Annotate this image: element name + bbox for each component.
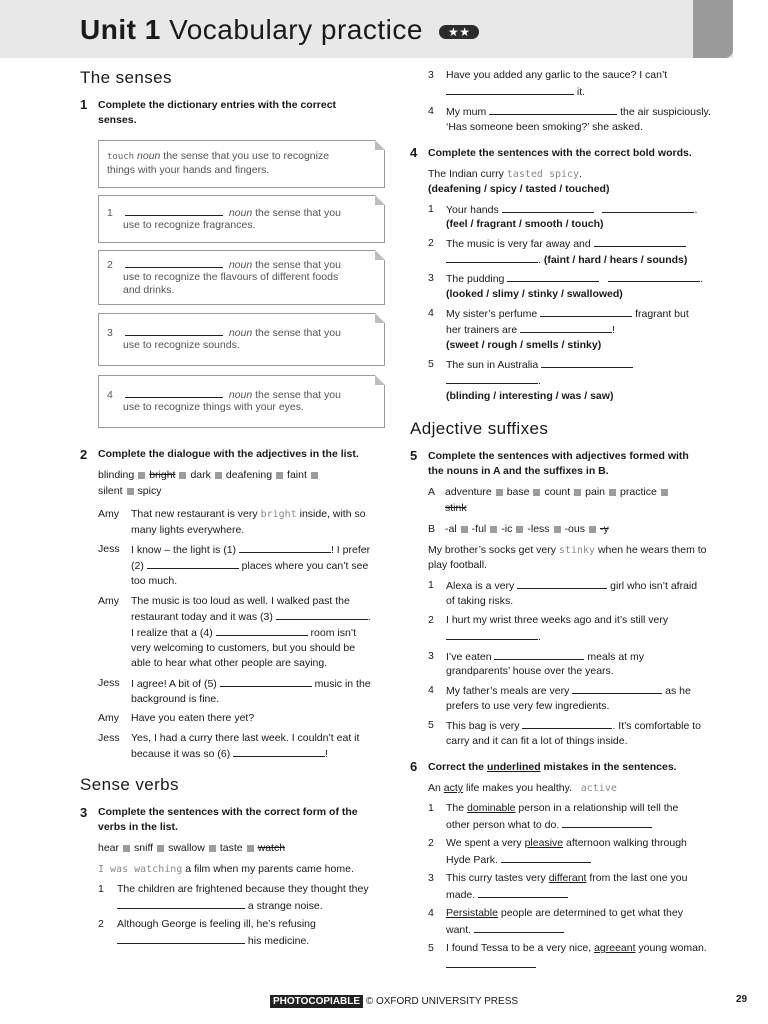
- dialogue-line: I realize that a (4) room isn’t: [131, 627, 357, 639]
- answer-blank[interactable]: [494, 649, 584, 660]
- item-number: 3: [428, 650, 434, 662]
- word-list: silent spicy: [98, 485, 162, 497]
- item-number: 2: [98, 918, 104, 930]
- answer-blank[interactable]: [474, 922, 564, 933]
- speaker: Amy: [98, 712, 119, 724]
- sentence: grandparents’ house over the years.: [446, 665, 614, 677]
- sentence: The music is very far away and: [446, 236, 686, 253]
- answer-blank[interactable]: [276, 609, 368, 620]
- answer-blank[interactable]: [446, 84, 574, 95]
- word-list: hear sniff swallow taste watch: [98, 842, 286, 854]
- options: (deafening / spicy / tasted / touched): [428, 183, 610, 195]
- dialogue-line: I know – the light is (1) ! I prefer: [131, 544, 371, 556]
- answer-blank[interactable]: [522, 718, 612, 729]
- options: (looked / slimy / stinky / swallowed): [446, 288, 623, 300]
- sentence: Hyde Park.: [446, 852, 591, 869]
- answer-blank[interactable]: [125, 325, 223, 336]
- exercise-instruction: Complete the dictionary entries with the correct: [98, 99, 337, 111]
- dialogue-line: too much.: [131, 575, 178, 587]
- sentence: Although George is feeling ill, he’s refusing: [117, 918, 316, 930]
- answer-blank[interactable]: [125, 257, 223, 268]
- dialogue-line: Yes, I had a curry there last week. I couldn’t eat it: [131, 732, 360, 744]
- item-number: 4: [428, 307, 434, 319]
- sentence: The pudding .: [446, 273, 703, 285]
- answer-blank[interactable]: [125, 387, 223, 398]
- dictionary-card: 1 noun the sense that you use to recognize fragrances.: [98, 195, 385, 243]
- item-number: 1: [428, 579, 434, 591]
- example-sentence: An acty life makes you healthy. active: [428, 782, 617, 794]
- difficulty-badge: ★★: [439, 25, 479, 39]
- item-number: 4: [428, 684, 434, 696]
- word-list-a: adventure base count pain practice: [445, 485, 672, 501]
- dictionary-card-example: touch noun the sense that you use to recognize things with your hands and fingers.: [98, 140, 385, 188]
- sentence: a strange noise.: [117, 898, 323, 915]
- sentence: I’ve eaten meals at my: [446, 651, 644, 663]
- exercise-number: 2: [80, 447, 88, 462]
- dialogue-line: I agree! A bit of (5) music in the: [131, 678, 371, 690]
- exercise-instruction: Complete the sentences with the correct form of the: [98, 806, 358, 818]
- example-sentence: The Indian curry tasted spicy.: [428, 168, 582, 180]
- sentence: carry and it can fit a lot of things inside.: [446, 735, 628, 747]
- word-list: blinding bright dark deafening faint: [98, 468, 322, 484]
- speaker: Amy: [98, 508, 119, 520]
- exercise-instruction: senses.: [98, 114, 137, 126]
- item-number: 4: [428, 907, 434, 919]
- answer-blank[interactable]: [594, 236, 686, 247]
- sentence: made.: [446, 887, 568, 904]
- sentence: My father’s meals are very as he: [446, 685, 691, 697]
- dialogue-line: many lights everywhere.: [131, 524, 245, 536]
- dialogue-line: able to hear what other people are saying.: [131, 657, 328, 669]
- answer-blank[interactable]: [572, 683, 662, 694]
- sentence: The dominable person in a relationship will tell the: [446, 802, 679, 814]
- sentence: Have you added any garlic to the sauce? I can’t: [446, 69, 668, 81]
- sentence: I hurt my wrist three weeks ago and it’s still very: [446, 614, 669, 626]
- exercise-instruction: Complete the sentences with the correct bold words.: [428, 147, 692, 159]
- dialogue-line: Have you eaten there yet?: [131, 712, 255, 724]
- sentence: prefers to use very few ingredients.: [446, 700, 610, 712]
- answer-blank[interactable]: [602, 202, 694, 213]
- answer-blank[interactable]: [489, 104, 617, 115]
- item-number: 2: [428, 837, 434, 849]
- dialogue-line: That new restaurant is very bright inside, with so: [131, 508, 366, 520]
- sentence: . (faint / hard / hears / sounds): [446, 252, 687, 269]
- options: (feel / fragrant / smooth / touch): [446, 218, 604, 230]
- answer-blank[interactable]: [501, 852, 591, 863]
- answer-blank[interactable]: [233, 746, 325, 757]
- answer-blank[interactable]: [117, 898, 245, 909]
- sentence: .: [446, 373, 541, 390]
- item-number: 3: [428, 69, 434, 81]
- sentence: Alexa is a very girl who isn’t afraid: [446, 580, 698, 592]
- list-a-label: A: [428, 486, 436, 498]
- footer: [270, 996, 518, 1007]
- exercise-instruction: Complete the dialogue with the adjectives in the list.: [98, 448, 359, 460]
- item-number: 5: [428, 358, 434, 370]
- exercise-number: 6: [410, 759, 418, 774]
- exercise-number: 4: [410, 145, 418, 160]
- sentence: other person what to do.: [446, 817, 652, 834]
- answer-blank[interactable]: [478, 887, 568, 898]
- word-list-a-struck: stink: [445, 502, 467, 514]
- answer-blank[interactable]: [517, 578, 607, 589]
- item-number: 1: [428, 802, 434, 814]
- sentence: Your hands .: [446, 204, 698, 216]
- exercise-number: 3: [80, 805, 88, 820]
- sentence: The sun in Australia: [446, 357, 633, 374]
- dictionary-card: 4 noun the sense that you use to recognize things with your eyes.: [98, 375, 385, 428]
- example-sentence: My brother’s socks get very stinky when he wears them to: [428, 544, 707, 556]
- item-number: 2: [428, 237, 434, 249]
- dialogue-line: background is fine.: [131, 693, 220, 705]
- title-text: Vocabulary practice: [169, 14, 423, 45]
- sentence: I found Tessa to be a very nice, agreeant young woman.: [446, 942, 707, 954]
- sentence: My sister’s perfume fragrant but: [446, 308, 689, 320]
- answer-blank[interactable]: [507, 271, 599, 282]
- answer-blank[interactable]: [147, 558, 239, 569]
- answer-blank[interactable]: [608, 271, 700, 282]
- sentence: want.: [446, 922, 564, 939]
- speaker: Jess: [98, 677, 120, 689]
- speaker: Jess: [98, 732, 120, 744]
- item-number: 5: [428, 719, 434, 731]
- answer-blank[interactable]: [446, 373, 538, 384]
- answer-blank[interactable]: [125, 205, 223, 216]
- sentence: We spent a very pleasive afternoon walking through: [446, 837, 687, 849]
- exercise-number: 5: [410, 448, 418, 463]
- item-number: 1: [428, 203, 434, 215]
- answer-blank[interactable]: [520, 322, 612, 333]
- exercise-instruction: verbs in the list.: [98, 821, 178, 833]
- answer-blank[interactable]: [502, 202, 594, 213]
- answer-blank[interactable]: [239, 542, 331, 553]
- page-number: 29: [736, 994, 748, 1005]
- exercise-instruction: the nouns in A and the suffixes in B.: [428, 465, 609, 477]
- item-number: 1: [98, 883, 104, 895]
- answer-blank[interactable]: [446, 957, 536, 968]
- exercise-number: 1: [80, 97, 88, 112]
- section-title-adjective-suffixes: Adjective suffixes: [410, 419, 549, 438]
- answer-blank[interactable]: [220, 676, 312, 687]
- exercise-instruction: Complete the sentences with adjectives formed with: [428, 450, 689, 462]
- dictionary-card: 3 noun the sense that you use to recognize sounds.: [98, 313, 385, 366]
- example-sentence: I was watching a film when my parents came home.: [98, 863, 354, 875]
- dialogue-line: The music is too loud as well. I walked past the: [131, 595, 350, 607]
- options: (sweet / rough / smells / stinky): [446, 339, 602, 351]
- speaker: Jess: [98, 543, 120, 555]
- sentence: .: [446, 629, 541, 646]
- sentence: ‘Has someone been smoking?’ she asked.: [446, 121, 643, 133]
- item-number: 3: [428, 872, 434, 884]
- header-tab: [693, 0, 733, 58]
- dictionary-card: 2 noun the sense that you use to recognize the flavours of different foods and drinks.: [98, 250, 385, 305]
- answer-blank[interactable]: [117, 933, 245, 944]
- dialogue-line: very welcoming to customers, but you should be: [131, 642, 356, 654]
- photocopiable-label: PHOTOCOPIABLE: [270, 995, 363, 1008]
- item-number: 4: [428, 105, 434, 117]
- page-title: [80, 14, 479, 46]
- section-title-sense-verbs: Sense verbs: [80, 775, 179, 794]
- item-number: 5: [428, 942, 434, 954]
- word-list-b: -al -ful -ic -less -ous -y: [445, 523, 609, 535]
- sentence: This curry tastes very differant from the last one you: [446, 872, 688, 884]
- example-sentence: play football.: [428, 559, 487, 571]
- sentence: it.: [446, 84, 585, 101]
- speaker: Amy: [98, 595, 119, 607]
- sentence: of taking risks.: [446, 595, 514, 607]
- publisher: © OXFORD UNIVERSITY PRESS: [365, 996, 519, 1007]
- section-title-senses: The senses: [80, 68, 172, 87]
- list-b-label: B: [428, 523, 436, 535]
- answer-blank[interactable]: [562, 817, 652, 828]
- options: (blinding / interesting / was / saw): [446, 390, 614, 402]
- item-number: 2: [428, 614, 434, 626]
- exercise-instruction: Correct the underlined mistakes in the sentences.: [428, 761, 677, 773]
- dialogue-line: because it was so (6) !: [131, 748, 329, 760]
- sentence: Persistable people are determined to get what they: [446, 907, 683, 919]
- answer-blank[interactable]: [540, 306, 632, 317]
- sentence: My mum the air suspiciously.: [446, 106, 711, 118]
- unit-label: Unit 1: [80, 14, 161, 45]
- dialogue-line: (2) places where you can’t see: [131, 560, 369, 572]
- answer-blank[interactable]: [216, 625, 308, 636]
- answer-blank[interactable]: [541, 357, 633, 368]
- sentence: his medicine.: [117, 933, 309, 950]
- item-number: 3: [428, 272, 434, 284]
- dialogue-line: restaurant today and it was (3) .: [131, 611, 371, 623]
- sentence: This bag is very . It’s comfortable to: [446, 720, 701, 732]
- answer-blank[interactable]: [446, 629, 538, 640]
- sentence: The children are frightened because they thought they: [117, 883, 369, 895]
- answer-blank[interactable]: [446, 252, 538, 263]
- sentence: [446, 957, 536, 974]
- sentence: her trainers are !: [446, 324, 616, 336]
